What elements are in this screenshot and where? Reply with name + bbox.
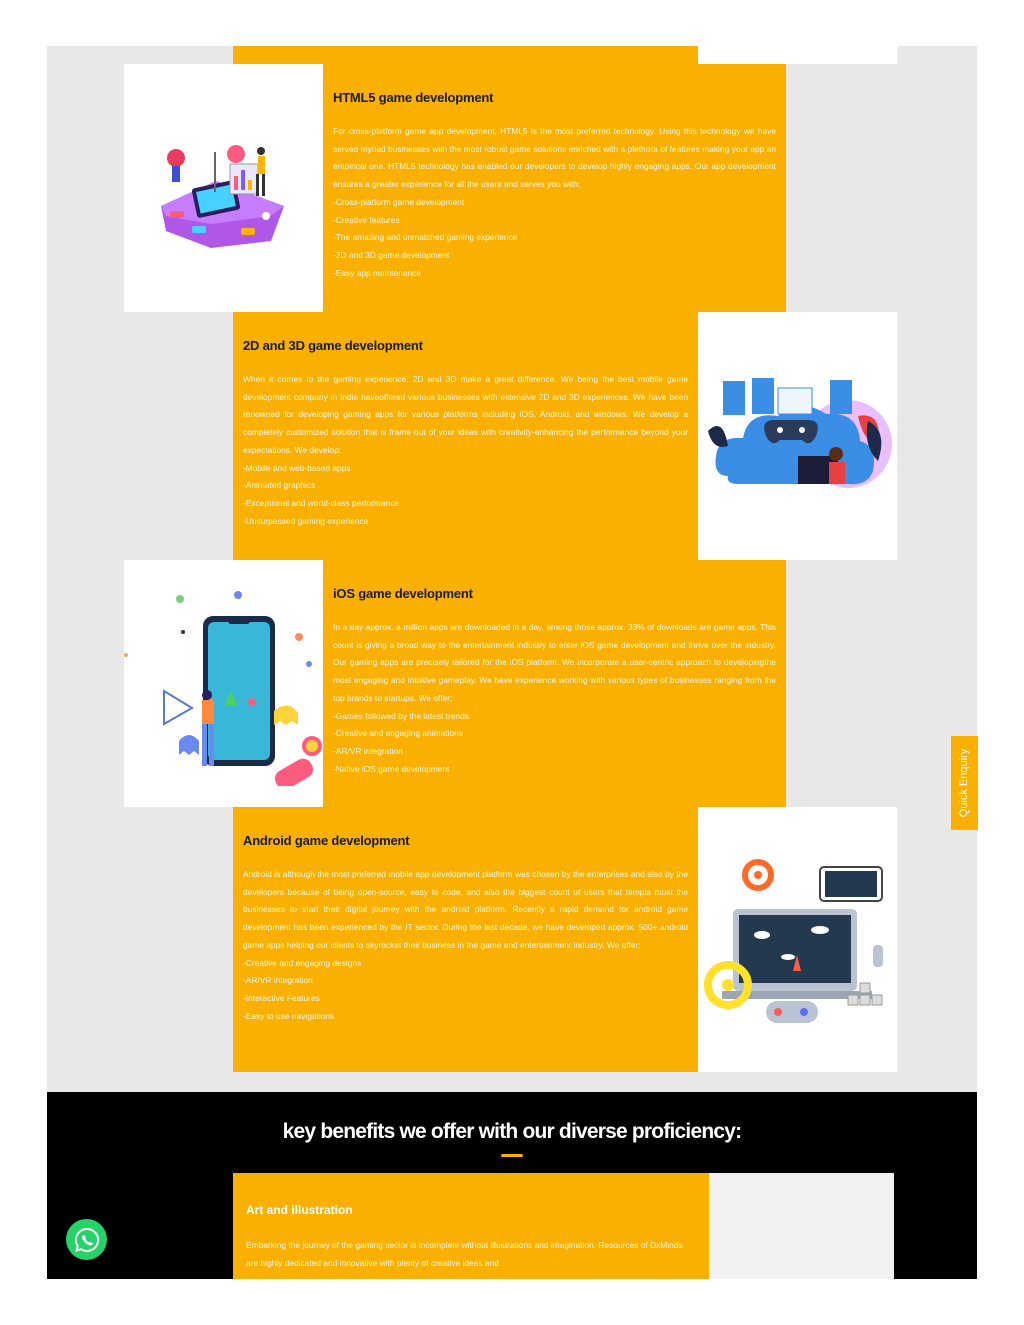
- list-item: -Creative and engaging designs: [243, 957, 362, 968]
- whatsapp-icon: [74, 1227, 100, 1253]
- smartphone-game-illustration: [124, 586, 323, 786]
- list-item: -Easy app maintenance: [333, 267, 421, 278]
- list-item: -AR/VR integration: [333, 745, 403, 756]
- android-section: [233, 807, 698, 1072]
- list-item: -Games followed by the latest trends: [333, 710, 469, 721]
- feature-list: [333, 194, 776, 283]
- top-white-strip: [698, 46, 897, 64]
- list-item: -Animated graphics: [243, 480, 316, 491]
- cloud-gaming-illustration: [708, 376, 893, 506]
- laptop-gaming-illustration: [700, 855, 895, 1035]
- list-item: -Exceptional and world-class performance: [243, 497, 399, 508]
- list-item: -Mobile and web-based apps: [243, 462, 351, 473]
- section-intro: In a day approx. a million apps are downloaded in a day, among those approx. 33% of downloads are game apps. This count is giving a broad way to the entertainment industry to enter iOS game development and thrive over the industry. Our gaming apps are precisely tailored for the iOS platform. We incorporate a user-centric approach to developingthe most engaging and intuitive gameplay. We have experience working with various types of businesses ranging from the top brands to startups. We offer:: [333, 622, 776, 703]
- feature-list: [243, 955, 688, 1026]
- android-illustration-panel: [698, 807, 897, 1072]
- list-item: -Creative and engaging animations: [333, 728, 463, 739]
- top-yellow-strip: [233, 46, 698, 64]
- benefit-image-panel: [709, 1173, 894, 1279]
- whatsapp-button[interactable]: [66, 1219, 107, 1260]
- section-title: 2D and 3D game development: [243, 338, 423, 353]
- key-benefits-heading: key benefits we offer with our diverse proficiency:: [282, 1120, 742, 1143]
- key-benefits-section: [47, 1092, 977, 1279]
- quick-enquiry-label: Quick Enquiry: [958, 748, 971, 818]
- list-item: -The amazing and unmatched gaming experience: [333, 232, 518, 243]
- 2d-3d-section: [233, 312, 698, 560]
- section-intro: Android is although the most preferred mobile app development platform was chosen by the enterprises and also by the developers because of being open-source, easy to code, and also the biggest count of users that tempts most the businesses to start their digital journey with the android platform. Recently a rapid demand for android game development has been experienced by the IT sector. During the last decade, we have developed approx. 500+ android game apps helping our clients to skyrocket their business in the game and entertainment industry. We offer:: [243, 869, 688, 950]
- 2d-3d-illustration-panel: [698, 312, 897, 560]
- ios-illustration-panel: [124, 560, 323, 807]
- section-intro: For cross-platform game app development, HTML5 is the most preferred technology. Using this technology we have served myriad businesses with the most robust game solutions enriched with a plethora of features making your app an empirical one. HTML5 technology has enabled our developers to develop highly engaging apps. Our app development ensures a greater experience for all the users and serves you with:: [333, 126, 776, 190]
- list-item: -Unsurpassed gaming experience: [243, 515, 369, 526]
- benefit-card-title: Art and illustration: [246, 1203, 353, 1217]
- heading-underline: [501, 1154, 523, 1157]
- benefit-card-art: [233, 1173, 709, 1279]
- list-item: -Native iOS game development: [333, 763, 450, 774]
- list-item: -AR/VR integration: [243, 975, 313, 986]
- list-item: -Interactive Features: [243, 992, 320, 1003]
- html5-illustration-panel: [124, 64, 323, 312]
- section-title: iOS game development: [333, 586, 473, 601]
- ios-section: [323, 560, 786, 807]
- feature-list: [333, 708, 776, 779]
- html5-section: [323, 64, 786, 312]
- web-platform-illustration: [156, 136, 291, 256]
- list-item: -Cross-platform game development: [333, 196, 465, 207]
- list-item: -Easy to use navigations: [243, 1010, 335, 1021]
- section-intro: When it comes to the gaming experience, 2D and 3D make a great difference. We being the best mobile game development company in India haveoffered various businesses with extensive 2D and 3D experiences. We have been renowned for developing gaming apps for various platforms including iOS, Android, and windows. We develop a completely customized solution that is frame out of your ideas with creativity-enhancing the performance beyond your expectations. We develop:: [243, 374, 688, 455]
- benefit-card-text: Embarking the journey of the gaming sector is incomplete without illustrations and imagination. Resources of DxMinds are highly dedicated and innovative with plenty of creative ideas and: [246, 1240, 683, 1268]
- list-item: -2D and 3D game development: [333, 249, 450, 260]
- quick-enquiry-button[interactable]: [951, 736, 978, 830]
- feature-list: [243, 460, 688, 531]
- list-item: -Creative features: [333, 214, 400, 225]
- section-title: HTML5 game development: [333, 90, 494, 105]
- section-title: Android game development: [243, 833, 410, 848]
